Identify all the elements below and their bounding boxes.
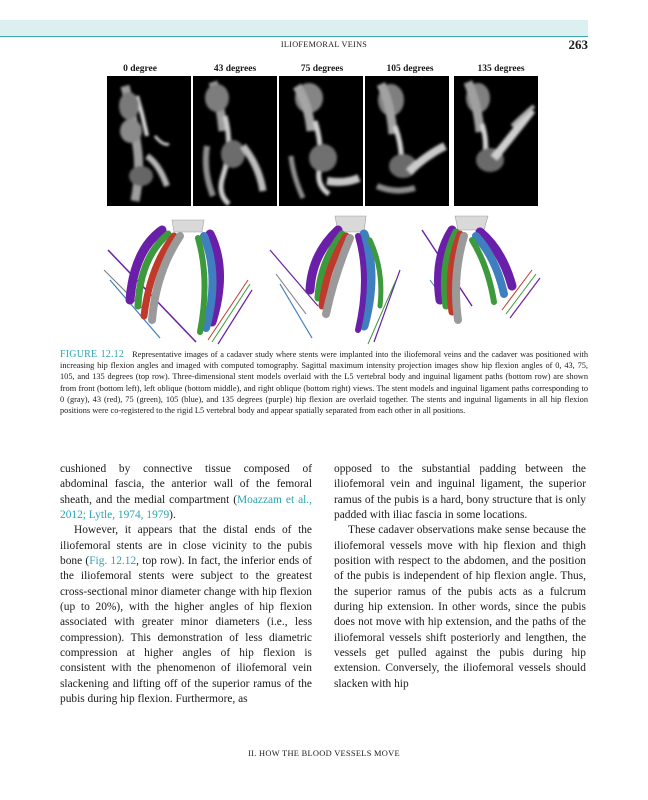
paragraph: These cadaver observations make sense because the iliofemoral vessels move with hip flexion and thigh position with respect to the abdomen, and the position of the pubis is independent of hip flexion angle. Thus, the superior ramus of the pubis acts as a fulcrum during hip extension. In other words, since the pubis does not move with hip extension, and the paths of the iliofemoral vessels shift posteriorly and lengthen, the vessels get pulled against the pubis during hip extension. Conversely, the iliofemoral vessels should slacken with hip (334, 524, 586, 690)
angle-label-135: 135 degrees (477, 64, 525, 74)
running-footer: II. HOW THE BLOOD VESSELS MOVE (248, 749, 400, 758)
angle-label-75: 75 degrees (300, 64, 344, 74)
paragraph: opposed to the substantial padding between the iliofemoral vein and inguinal ligament, the superior ramus of the pubis is a hard, bony structure that is only padded with iliac fascia in some locations. (334, 463, 586, 522)
angle-label-0: 0 degree (123, 64, 157, 74)
running-head: ILIOFEMORAL VEINS (280, 40, 368, 49)
figure-label: FIGURE 12.12 (60, 349, 125, 360)
angle-label-105: 105 degrees (386, 64, 434, 74)
paragraph-text: ). (169, 509, 176, 522)
ct-image-105-degrees (365, 76, 449, 206)
stent-model-front-view (104, 220, 252, 344)
paragraph-text: However, it appears that the distal ends of the iliofemoral stents are in close vicinity to the pubis bone ( (60, 524, 312, 568)
ct-image-0-degree (107, 76, 191, 206)
body-column-right (334, 462, 586, 692)
stent-model-left-oblique-view (270, 216, 400, 344)
figure-caption (60, 349, 588, 416)
ct-image-75-degrees (279, 76, 363, 206)
stent-model-strip (100, 210, 550, 345)
header-rule (0, 36, 588, 37)
angle-label-43: 43 degrees (213, 64, 257, 74)
header-band (0, 20, 588, 36)
paragraph-text: , top row). In fact, the inferior ends of the iliofemoral stents were subject to the greatest cross-sectional minor diameter change with hip flexion (up to 20%), with the higher angles of hip flexion associated with greater minor diameters (i.e., less compression). This demonstration of less diametric compression at higher angles of hip flexion is consistent with the phenomenon of iliofemoral vein slackening and lifting off of the superior ramus of the pubis during hip flexion. Furthermore, as (60, 555, 312, 706)
ct-image-43-degrees (193, 76, 277, 206)
paragraph (60, 523, 312, 707)
page-number: 263 (568, 37, 588, 52)
figure-caption-text: Representative images of a cadaver study where stents were implanted into the iliofemoral veins and the cadaver was positioned with increasing hip flexion angles and imaged with computed tomography. Sagittal maximum intensity projection images show hip flexion angles of 0, 43, 75, 105, and 135 degrees (top row). Three-dimensional stent models overlaid with the L5 vertebral body and inguinal ligament paths (bottom row) are shown from front (bottom left), left oblique (bottom middle), and right oblique (bottom right) views. The stent models and inguinal ligament paths corresponding to 0 (gray), 43 (red), 75 (green), 105 (blue), and 135 degrees (purple) hip flexion are overlaid together. The stents and inguinal ligaments in all hip flexion positions were co-registered to the rigid L5 vertebral body and appear spatially separated from each other in all positions. (60, 350, 589, 416)
figure-reference-link[interactable]: Fig. 12.12 (89, 555, 137, 568)
body-column-left (60, 462, 312, 708)
stent-model-right-oblique-view (422, 216, 540, 322)
citation-link[interactable]: Moazzam et al., 2012; Lytle, 1974, 1979 (60, 493, 312, 522)
paragraph-text: cushioned by connective tissue composed of abdominal fascia, the anterior wall of the femoral sheath, and the medial compartment ( (60, 463, 312, 506)
paragraph (60, 462, 312, 523)
ct-image-135-degrees (454, 76, 538, 206)
